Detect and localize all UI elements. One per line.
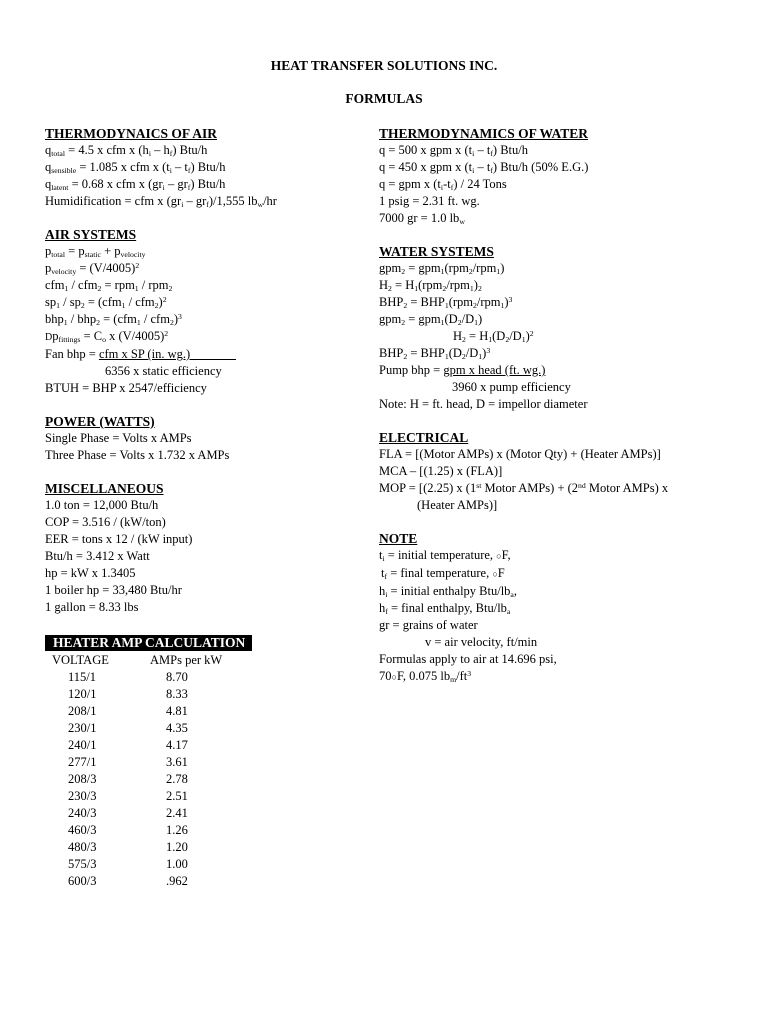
psig-conversion: 1 psig = 2.31 ft. wg. [379, 194, 480, 208]
q-total-formula: $q_{total} = 4.5$ x cfm x $(h_i - h_f)$ Btu/h [45, 143, 208, 158]
q-latent-formula: $q_{latent} = 0.68$ x cfm x $(gr_i - gr_f)$ Btu/h [45, 177, 226, 192]
mca-formula: MCA – [(1.25) x (FLA)] [379, 464, 503, 478]
fan-law-bhp: bhp$_1$ / bhp$_2$ = (cfm$_1$ / cfm$_2$)$^3$ [45, 311, 182, 327]
power-section [45, 413, 365, 464]
table-header-row [52, 652, 222, 669]
voltage-cell: 115/1 [68, 670, 97, 684]
water-systems-heading: WATER SYSTEMS [379, 244, 494, 259]
heater-amp-table [52, 652, 222, 890]
thermodynamics-of-air-heading: THERMODYNAICS OF AIR [45, 126, 218, 141]
voltage-cell: 575/3 [68, 857, 97, 871]
voltage-cell: 208/3 [68, 772, 97, 786]
misc-item: COP = 3.516 / (kW/ton) [45, 515, 166, 529]
note-conditions-continued: 70○F, 0.075 $lb_m/ft^3$ [379, 668, 472, 684]
note-grains: gr = grains of water [379, 618, 478, 632]
note-final-temperature: $t_f$ = final temperature, ○F [381, 566, 505, 581]
voltage-cell: 240/3 [68, 806, 97, 820]
thermodynamics-of-air-section [45, 125, 365, 210]
water-q-500-formula: q = 500 x gpm x $(t_i - t_f)$ Btu/h [379, 143, 528, 158]
amps-column-header: AMPs per kW [150, 653, 223, 667]
water-q-450-formula: q = 450 x gpm x $(t_i - t_f)$ Btu/h (50% E.G.) [379, 160, 589, 175]
note-final-enthalpy: $h_f$ = final enthalpy, Btu/$lb_a$ [379, 601, 511, 616]
p-velocity-formula: $p_{velocity} = (V/4005)^2$ [45, 260, 140, 276]
table-row [52, 754, 222, 771]
page-title: FORMULAS [345, 91, 423, 106]
table-row [52, 720, 222, 737]
misc-item: 1.0 ton = 12,000 Btu/h [45, 498, 159, 512]
right-column [379, 125, 764, 702]
grain-conversion: 7000 gr = 1.0 $lb_w$ [379, 211, 465, 226]
voltage-cell: 277/1 [68, 755, 97, 769]
amps-per-kw-cell: .962 [166, 874, 188, 888]
btuh-formula: BTUH = BHP x 2547/efficiency [45, 381, 207, 395]
note-initial-enthalpy: $h_i$ = initial enthalpy Btu/$lb_a$, [379, 584, 517, 599]
amps-per-kw-cell: 2.51 [166, 789, 188, 803]
voltage-cell: 120/1 [68, 687, 97, 701]
note-velocity: v = air velocity, ft/min [425, 635, 538, 649]
amps-per-kw-cell: 4.81 [166, 704, 188, 718]
pump-law-gpm-rpm: gpm$_2$ = gpm$_1$(rpm$_2$/rpm$_1$) [379, 261, 505, 276]
table-row [52, 669, 222, 686]
amps-per-kw-cell: 2.41 [166, 806, 188, 820]
voltage-cell: 480/3 [68, 840, 97, 854]
pump-law-head-rpm: $H_2 = H_1(rpm_2/rpm_1)_2$ [379, 278, 482, 293]
table-row [52, 805, 222, 822]
water-systems-note: Note: H = ft. head, D = impellor diameter [379, 397, 588, 411]
table-row [52, 873, 222, 890]
amps-per-kw-cell: 8.70 [166, 670, 188, 684]
amps-per-kw-cell: 3.61 [166, 755, 188, 769]
air-systems-heading: AIR SYSTEMS [45, 227, 137, 242]
water-tons-formula: q = gpm x $(t_i-t_f) / 24$ Tons [379, 177, 507, 192]
pump-law-head-diameter: $H_2 = H_1(D_2/D_1)^2$ [453, 328, 534, 344]
fittings-pressure-formula: $Dp_{fittings} = C_o$ x $(V/4005)^2$ [45, 328, 169, 344]
table-row [52, 703, 222, 720]
fan-bhp-denominator: 6356 x static efficiency [105, 364, 222, 378]
misc-item: hp = kW x 1.3405 [45, 566, 136, 580]
fan-law-sp: $sp_1 / sp_2 = (cfm_1 / cfm_2)^2$ [45, 294, 167, 310]
single-phase-formula: Single Phase = Volts x AMPs [45, 431, 192, 445]
three-phase-formula: Three Phase = Volts x 1.732 x AMPs [45, 448, 230, 462]
table-row [52, 822, 222, 839]
thermodynamics-of-water-section [379, 125, 764, 227]
amps-per-kw-cell: 4.35 [166, 721, 188, 735]
pump-bhp-denominator: 3960 x pump efficiency [452, 380, 571, 394]
amps-per-kw-cell: 4.17 [166, 738, 188, 752]
voltage-cell: 230/3 [68, 789, 97, 803]
air-systems-section [45, 226, 365, 397]
power-heading: POWER (WATTS) [45, 414, 155, 429]
amps-per-kw-cell: 1.20 [166, 840, 188, 854]
humidification-formula: Humidification = cfm x $(gr_i - gr_f)/1,555$ $lb_w/hr$ [45, 194, 277, 209]
p-total-formula: $p_{total} = p_{static} + p_{velocity}$ [45, 244, 146, 259]
thermodynamics-of-water-heading: THERMODYNAMICS OF WATER [379, 126, 589, 141]
mop-formula: MOP = [(2.25) x (1st Motor AMPs) + (2nd Motor AMPs) x [379, 480, 669, 495]
amps-per-kw-cell: 8.33 [166, 687, 188, 701]
amps-per-kw-cell: 2.78 [166, 772, 188, 786]
note-heading: NOTE [379, 531, 418, 546]
table-row [52, 771, 222, 788]
miscellaneous-section [45, 480, 365, 616]
fan-bhp-formula: Fan bhp = cfm x SP (in. wg.) [45, 346, 365, 363]
mop-formula-continued: (Heater AMPs)] [417, 498, 498, 512]
amps-per-kw-cell: 1.26 [166, 823, 188, 837]
misc-item: Btu/h = 3.412 x Watt [45, 549, 150, 563]
heater-amp-section [45, 635, 365, 890]
voltage-cell: 208/1 [68, 704, 97, 718]
miscellaneous-heading: MISCELLANEOUS [45, 481, 164, 496]
table-row [52, 737, 222, 754]
left-column [45, 125, 365, 890]
table-row [52, 788, 222, 805]
note-initial-temperature: $t_i$ = initial temperature, ○F, [379, 548, 511, 563]
electrical-section [379, 429, 764, 514]
voltage-cell: 460/3 [68, 823, 97, 837]
amps-per-kw-cell: 1.00 [166, 857, 188, 871]
note-section [379, 530, 764, 686]
pump-bhp-formula: Pump bhp = gpm x head (ft. wg.) [379, 363, 546, 377]
table-row [52, 839, 222, 856]
table-row [52, 856, 222, 873]
fla-formula: FLA = [(Motor AMPs) x (Motor Qty) + (Heater AMPs)] [379, 447, 661, 461]
water-systems-section [379, 243, 764, 413]
electrical-heading: ELECTRICAL [379, 430, 469, 445]
fan-law-cfm: cfm$_1$ / cfm$_2$ = rpm$_1$ / rpm$_2$ [45, 278, 173, 293]
heater-amp-heading: HEATER AMP CALCULATION [45, 635, 252, 651]
pump-law-bhp-rpm: $BHP_2 = BHP_1(rpm_2/rpm_1)^3$ [379, 294, 513, 310]
note-conditions: Formulas apply to air at 14.696 psi, [379, 652, 557, 666]
table-row [52, 686, 222, 703]
q-sensible-formula: $q_{sensible} = 1.085$ x cfm x $(t_i - t_f)$ Btu/h [45, 160, 226, 175]
misc-item: 1 boiler hp = 33,480 Btu/hr [45, 583, 182, 597]
voltage-column-header: VOLTAGE [52, 653, 109, 667]
pump-law-bhp-diameter: $BHP_2 = BHP_1(D_2/D_1)^3$ [379, 345, 491, 361]
voltage-cell: 240/1 [68, 738, 97, 752]
company-title: HEAT TRANSFER SOLUTIONS INC. [270, 58, 498, 73]
pump-law-gpm-diameter: $gpm_2 = gpm_1(D_2/D_1)$ [379, 312, 483, 327]
voltage-cell: 230/1 [68, 721, 97, 735]
misc-item: 1 gallon = 8.33 lbs [45, 600, 139, 614]
misc-item: EER = tons x 12 / (kW input) [45, 532, 193, 546]
voltage-cell: 600/3 [68, 874, 97, 888]
